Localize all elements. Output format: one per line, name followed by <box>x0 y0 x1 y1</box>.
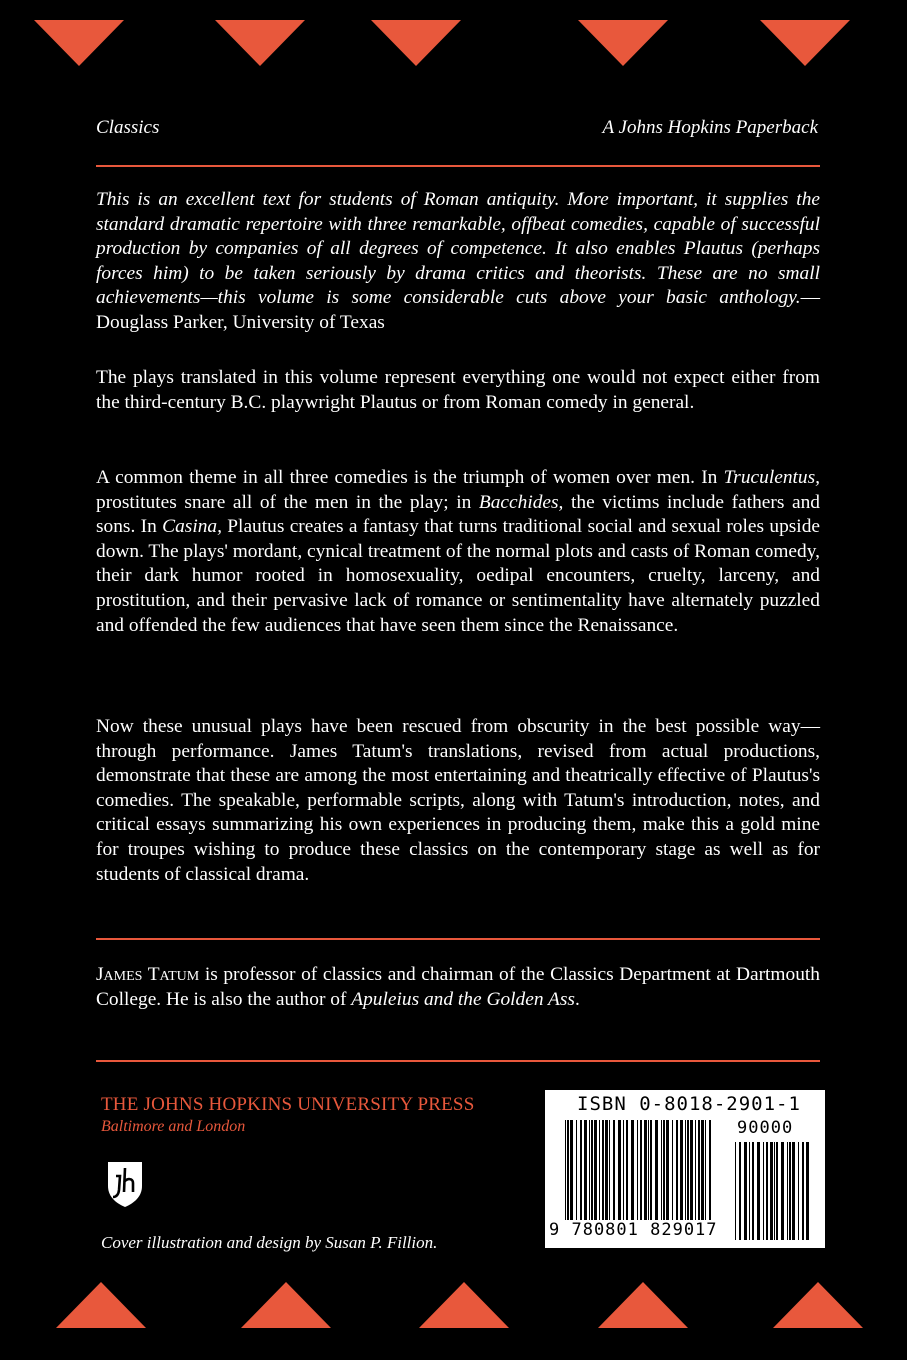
divider <box>96 1060 820 1062</box>
publisher-name: THE JOHNS HOPKINS UNIVERSITY PRESS <box>101 1094 475 1115</box>
isbn-number: ISBN 0-8018-2901-1 <box>577 1093 801 1115</box>
barcode-bar <box>663 1120 665 1220</box>
barcode-bar <box>648 1120 649 1220</box>
barcode-bar <box>698 1120 700 1220</box>
review-quote <box>96 188 820 336</box>
barcode-bar <box>618 1120 621 1220</box>
barcode-bar <box>757 1142 760 1240</box>
barcode-bar <box>798 1142 799 1240</box>
barcode-bar <box>701 1120 704 1220</box>
barcode-bar <box>594 1120 597 1220</box>
triangle-ornament <box>34 20 124 66</box>
barcode-bar <box>640 1120 642 1220</box>
barcode-bar <box>770 1142 773 1240</box>
bottom-triangle-border <box>0 1282 907 1342</box>
author-book-title: Apuleius and the Golden Ass <box>351 988 575 1010</box>
barcode-bar <box>613 1120 615 1220</box>
barcode-bar <box>789 1142 791 1240</box>
quote-attribution: —Douglass Parker, University of Texas <box>96 287 820 333</box>
barcode-bar <box>631 1120 634 1220</box>
barcode-bar <box>605 1120 608 1220</box>
barcode-bar <box>676 1120 678 1220</box>
price-addon-code: 90000 <box>737 1118 794 1138</box>
series-label: A Johns Hopkins Paperback <box>602 117 818 138</box>
triangle-ornament <box>241 1282 331 1328</box>
barcode-bar <box>739 1142 741 1240</box>
play-title: Bacchides, <box>478 491 564 513</box>
play-title: Casina, <box>162 516 222 538</box>
publisher-city: Baltimore and London <box>101 1118 246 1135</box>
barcode-bar <box>744 1142 747 1240</box>
description-paragraph-2 <box>96 466 820 638</box>
barcode-bar <box>589 1120 590 1220</box>
barcode-bar <box>565 1120 566 1220</box>
barcode-bar <box>599 1120 600 1220</box>
play-title: Truculentus, <box>723 467 820 488</box>
description-paragraph-3: Now these unusual plays have been rescued from obscurity in the best possible way—through performance. James Tatum's translations, revised from actual productions, demonstrate that these are among the most entertaining and theatrically effective of Plautus's comedies. The speakable, performable scripts, along with Tatum's introduction, notes, and critical essays summarizing his own experiences in producing them, make this a gold mine for troupes wishing to produce these classics on the contemporary stage as well as for students of classical drama. <box>96 716 820 885</box>
barcode-bar <box>802 1142 804 1240</box>
description-paragraph-1: The plays translated in this volume represent everything one would not expect either from the third-century B.C. playwright Plautus or from Roman comedy in general. <box>96 367 820 413</box>
publisher-block <box>101 1094 474 1136</box>
addon-barcode <box>735 1142 813 1240</box>
barcode-bar <box>576 1120 577 1220</box>
text-run: is professor of classics and chairman of the Classics Department at Dartmouth College. He is also the author of <box>96 964 820 1010</box>
divider <box>96 938 820 940</box>
text-run: prostitutes snare all of the men in the play; in <box>96 491 479 513</box>
barcode-bar <box>766 1142 768 1240</box>
barcode-bar <box>602 1120 604 1220</box>
cover-header <box>96 117 818 147</box>
barcode-bar <box>776 1142 778 1240</box>
category-label: Classics <box>96 117 160 138</box>
barcode-bar <box>570 1120 573 1220</box>
text-run: . <box>574 988 580 1010</box>
barcode-bar <box>690 1120 693 1220</box>
ean-barcode <box>565 1120 713 1220</box>
triangle-ornament <box>598 1282 688 1328</box>
text-run: A common theme in all three comedies is the triumph of women over men. In <box>96 467 724 488</box>
barcode-bar <box>781 1142 784 1240</box>
barcode-bar <box>580 1120 582 1220</box>
barcode-bar <box>687 1120 689 1220</box>
triangle-ornament <box>578 20 668 66</box>
triangle-ornament <box>215 20 305 66</box>
barcode-bar <box>637 1120 638 1220</box>
barcode-bar <box>623 1120 624 1220</box>
barcode-bar <box>749 1142 750 1240</box>
triangle-ornament <box>371 20 461 66</box>
triangle-ornament <box>760 20 850 66</box>
barcode-bar <box>567 1120 569 1220</box>
jh-shield-logo-icon <box>106 1160 144 1208</box>
barcode-bar <box>792 1142 795 1240</box>
barcode-bar <box>661 1120 662 1220</box>
barcode-bar <box>763 1142 764 1240</box>
barcode-bar <box>672 1120 673 1220</box>
barcode-bar <box>735 1142 736 1240</box>
barcode-bar <box>626 1120 628 1220</box>
barcode-bar <box>787 1142 788 1240</box>
barcode-bar <box>666 1120 669 1220</box>
cover-credit: Cover illustration and design by Susan P. Fillion. <box>101 1233 438 1252</box>
barcode-bar <box>806 1142 809 1240</box>
divider <box>96 165 820 167</box>
barcode-bar <box>644 1120 647 1220</box>
barcode-bar <box>695 1120 696 1220</box>
barcode-bar <box>680 1120 683 1220</box>
text-run: the victims include fathers and sons. In <box>96 491 820 538</box>
ean-number: 9 780801 829017 <box>549 1220 718 1240</box>
barcode-bar <box>705 1120 706 1220</box>
triangle-ornament <box>773 1282 863 1328</box>
quote-text: This is an excellent text for students of Roman antiquity. More important, it supplies the standard dramatic repertoire with three remarkable, offbeat comedies, capable of successful production by companies of all degrees of competence. It also enables Plautus (perhaps forces him) to be taken seriously by drama critics and theorists. These are no small achievements—this volume is some considerable cuts above your basic anthology. <box>96 189 820 309</box>
text-run: Plautus creates a fantasy that turns traditional social and sexual roles upside down. The plays' mordant, cynical treatment of the normal plots and casts of Roman comedy, their dark humor rooted in homosexuality, oedipal encounters, cruelty, larceny, and prostitution, and their pervasive lack of romance or sentimentality have alternately puzzled and offended the few audiences that have seen them since the Renaissance. <box>96 516 820 636</box>
barcode-bar <box>584 1120 587 1220</box>
triangle-ornament <box>419 1282 509 1328</box>
barcode-bar <box>709 1120 711 1220</box>
top-triangle-border <box>0 20 907 80</box>
barcode-bar <box>685 1120 686 1220</box>
author-name: James Tatum <box>96 964 200 985</box>
barcode-panel <box>545 1090 825 1248</box>
barcode-bar <box>752 1142 754 1240</box>
barcode-bar <box>609 1120 610 1220</box>
barcode-bar <box>774 1142 775 1240</box>
barcode-bar <box>650 1120 652 1220</box>
author-bio <box>96 963 820 1012</box>
barcode-bar <box>655 1120 658 1220</box>
triangle-ornament <box>56 1282 146 1328</box>
barcode-bar <box>591 1120 593 1220</box>
